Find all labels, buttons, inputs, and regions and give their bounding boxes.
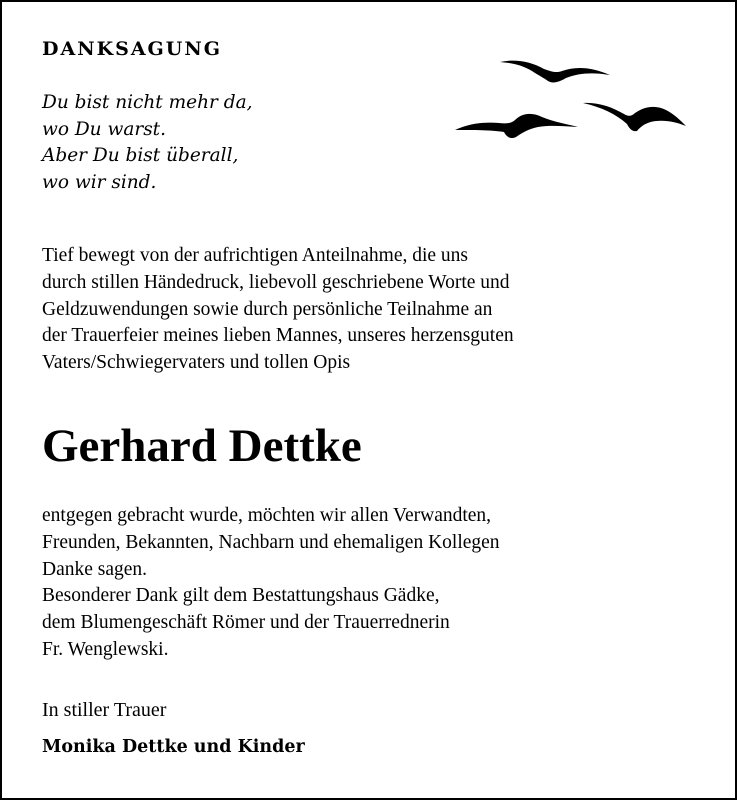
deceased-name: Gerhard Dettke (42, 420, 362, 472)
text-line: durch stillen Händedruck, liebevoll geschriebene Worte und (42, 271, 510, 293)
poem-line: Aber Du bist überall, (42, 145, 239, 166)
poem-line: wo Du warst. (42, 118, 166, 140)
text-line: Vaters/Schwiegervaters und tollen Opis (42, 352, 351, 374)
poem-line: Du bist nicht mehr da, (42, 92, 253, 113)
closing-line: In stiller Trauer (42, 699, 167, 721)
text-line: Tief bewegt von der aufrichtigen Anteilnahme, die uns (42, 245, 469, 266)
bird-icon (500, 61, 610, 83)
intro-paragraph (42, 243, 514, 377)
text-line: Danke sagen. (42, 558, 148, 580)
flying-birds-icon (452, 42, 692, 152)
text-line: Besonderer Dank gilt dem Bestattungshaus Gädke, (42, 585, 440, 607)
text-line: Geldzuwendungen sowie durch persönliche Teilnahme an (42, 298, 493, 320)
heading: DANKSAGUNG (42, 38, 222, 60)
text-line: Fr. Wenglewski. (42, 638, 169, 660)
poem (42, 90, 253, 196)
thanks-paragraph (42, 503, 500, 664)
bird-icon (583, 103, 686, 131)
text-line: Freunden, Bekannten, Nachbarn und ehemaligen Kollegen (42, 531, 500, 553)
poem-line: wo wir sind. (42, 171, 157, 193)
text-line: dem Blumengeschäft Römer und der Trauerrednerin (42, 612, 450, 634)
text-line: entgegen gebracht wurde, möchten wir allen Verwandten, (42, 505, 492, 526)
bird-icon (455, 114, 578, 138)
text-line: der Trauerfeier meines lieben Mannes, unseres herzensguten (42, 325, 514, 347)
signature: Monika Dettke und Kinder (42, 737, 305, 757)
